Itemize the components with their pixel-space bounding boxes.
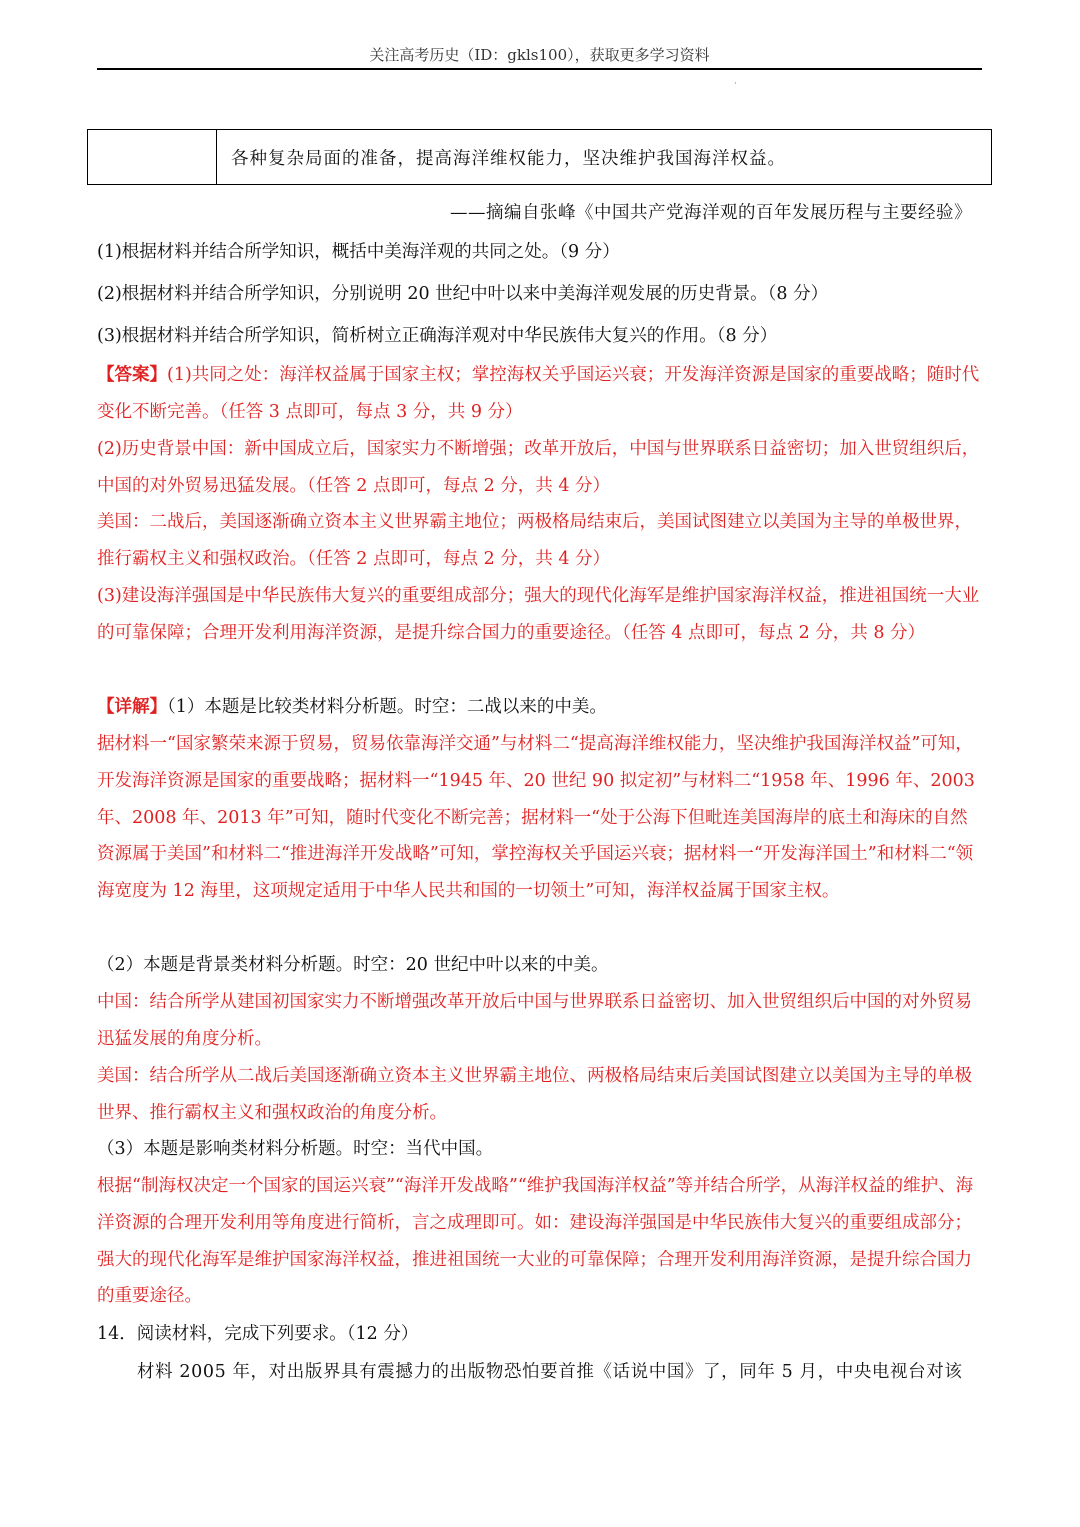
answer-2: (2)历史背景中国：新中国成立后，国家实力不断增强；改革开放后，中国与世界联系日益密切；加入世贸组织后，中国的对外贸易迅猛发展。（任答 2 点即可，每点 2 分，共 4 分） <box>97 439 980 496</box>
detail-intro <box>97 689 985 726</box>
material-table <box>87 129 992 185</box>
answer-tag: 【答案】 <box>97 365 167 385</box>
detail-tag: 【详解】 <box>97 697 167 717</box>
detail-2: （2）本题是背景类材料分析题。时空：20 世纪中叶以来的中美。 <box>97 955 609 975</box>
answer-4: (3)建设海洋强国是中华民族伟大复兴的重要组成部分；强大的现代化海军是维护国家海洋权益，推进祖国统一大业的可靠保障；合理开发利用海洋资源，是提升综合国力的重要途径。（任答 4 点即可，每点 2 分，共 8 分） <box>97 586 980 643</box>
material-table-text: 各种复杂局面的准备，提高海洋维权能力，坚决维护我国海洋权益。 <box>231 148 786 169</box>
detail-1: 据材料一“国家繁荣来源于贸易，贸易依靠海洋交通”与材料二“提高海洋维权能力，坚决维护我国海洋权益”可知，开发海洋资源是国家的重要战略；据材料一“1945 年、20 世纪 90 拟定初”与材料二“1958 年、1996 年、2003 年、2008 年、2013 年”可知，随时代变化不断完善；据材料一“处于公海下但毗连美国海岸的底土和海床的自然资源属于美国”和材料二“推进海洋开发战略”可知，掌控海权关乎国运兴衰；据材料一“开发海洋国土”和材料二“领海宽度为 12 海里，这项规定适用于中华人民共和国的一切领土”可知，海洋权益属于国家主权。 <box>97 734 975 902</box>
question-14-title: 14．阅读材料，完成下列要求。（12 分） <box>97 1324 419 1344</box>
question-3: (3)根据材料并结合所学知识，简析树立正确海洋观对中华民族伟大复兴的作用。（8 分） <box>97 326 778 346</box>
answer-1-text: (1)共同之处：海洋权益属于国家主权；掌控海权关乎国运兴衰；开发海洋资源是国家的重要战略；随时代变化不断完善。（任答 3 点即可，每点 3 分，共 9 分） <box>97 365 980 422</box>
question-14-material: 材料 2005 年，对出版界具有震撼力的出版物恐怕要首推《话说中国》了，同年 5 月，中央电视台对该 <box>137 1362 963 1382</box>
question-1: (1)根据材料并结合所学知识，概括中美海洋观的共同之处。（9 分） <box>97 242 620 262</box>
page-header: 关注高考历史（ID：gkls100），获取更多学习资料 <box>369 46 710 64</box>
material-source: ——摘编自张峰《中国共产党海洋观的百年发展历程与主要经验》 <box>450 203 972 223</box>
material-table-label-cell <box>88 130 217 184</box>
detail-5: （3）本题是影响类材料分析题。时空：当代中国。 <box>97 1139 494 1159</box>
detail-3: 中国：结合所学从建国初国家实力不断增强改革开放后中国与世界联系日益密切、加入世贸组织后中国的对外贸易迅猛发展的角度分析。 <box>97 992 972 1049</box>
header-rule <box>97 68 982 70</box>
detail-4: 美国：结合所学从二战后美国逐渐确立资本主义世界霸主地位、两极格局结束后美国试图建立以美国为主导的单极世界、推行霸权主义和强权政治的角度分析。 <box>97 1066 972 1123</box>
answer-1 <box>97 357 985 431</box>
answer-3: 美国：二战后，美国逐渐确立资本主义世界霸主地位；两极格局结束后，美国试图建立以美国为主导的单极世界，推行霸权主义和强权政治。（任答 2 点即可，每点 2 分，共 4 分） <box>97 512 972 569</box>
stray-mark: ˈ <box>734 82 737 92</box>
detail-intro-text: （1）本题是比较类材料分析题。时空：二战以来的中美。 <box>167 697 607 717</box>
question-2: (2)根据材料并结合所学知识，分别说明 20 世纪中叶以来中美海洋观发展的历史背景。（8 分） <box>97 284 829 304</box>
detail-6: 根据“制海权决定一个国家的国运兴衰”“海洋开发战略”“维护我国海洋权益”等并结合所学，从海洋权益的维护、海洋资源的合理开发利用等角度进行简析，言之成理即可。如：建设海洋强国是中华民族伟大复兴的重要组成部分；强大的现代化海军是维护国家海洋权益，推进祖国统一大业的可靠保障；合理开发利用海洋资源，是提升综合国力的重要途径。 <box>97 1176 974 1307</box>
